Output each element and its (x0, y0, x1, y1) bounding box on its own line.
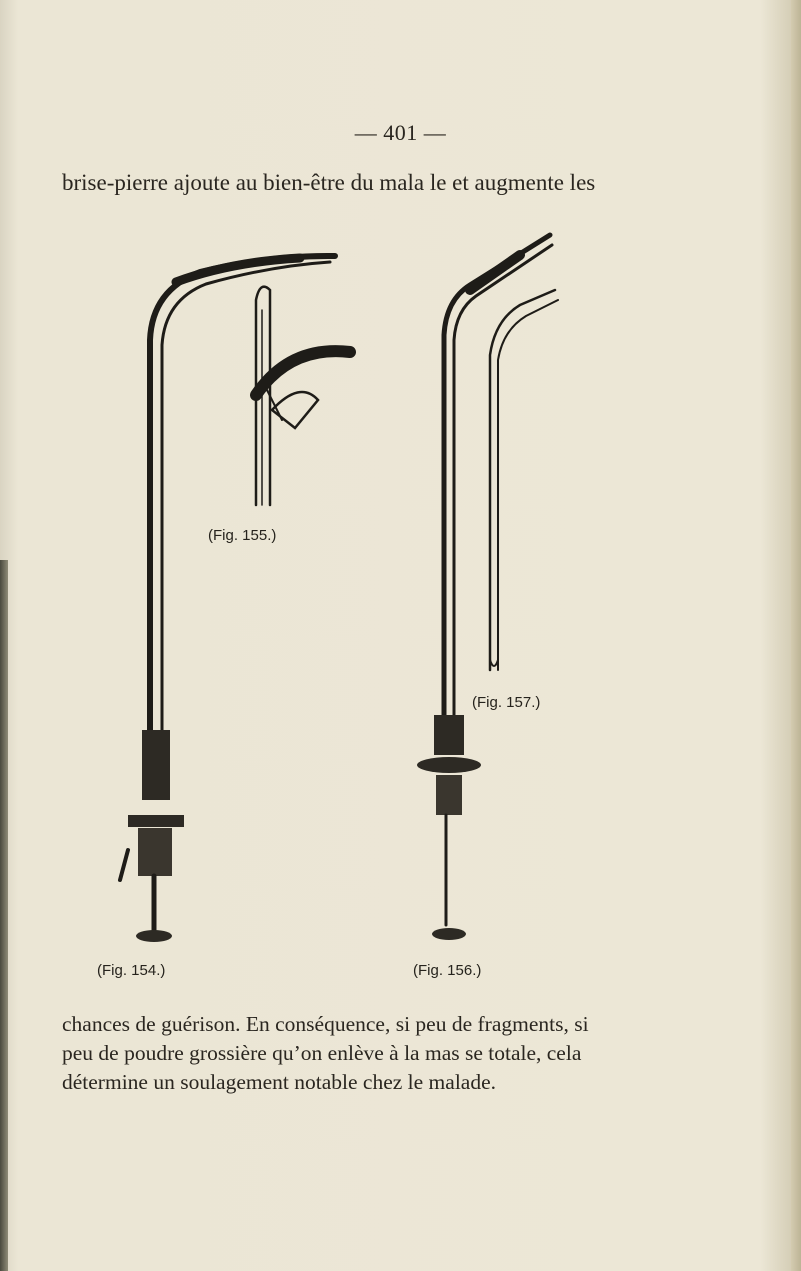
top-text-line: brise-pierre ajoute au bien-être du mala le et augmente les (62, 170, 596, 195)
page-number: — 401 — (354, 120, 447, 145)
paragraph-line: peu de poudre grossière qu’on enlève à la mas se totale, cela (62, 1041, 582, 1065)
figure-caption-156: (Fig. 156.) (413, 962, 482, 979)
paragraph-line: détermine un soulagement notable chez le malade. (62, 1070, 496, 1094)
fig-155-instrument (256, 287, 350, 505)
fig-157-instrument (490, 290, 558, 670)
fig-156-instrument (417, 235, 552, 940)
body-paragraph (62, 1010, 742, 1097)
figure-caption-155: (Fig. 155.) (208, 527, 277, 544)
figure-caption-157: (Fig. 157.) (472, 694, 541, 711)
figure-caption-154: (Fig. 154.) (97, 962, 166, 979)
paragraph-line: chances de guérison. En conséquence, si peu de fragments, si (62, 1012, 589, 1036)
